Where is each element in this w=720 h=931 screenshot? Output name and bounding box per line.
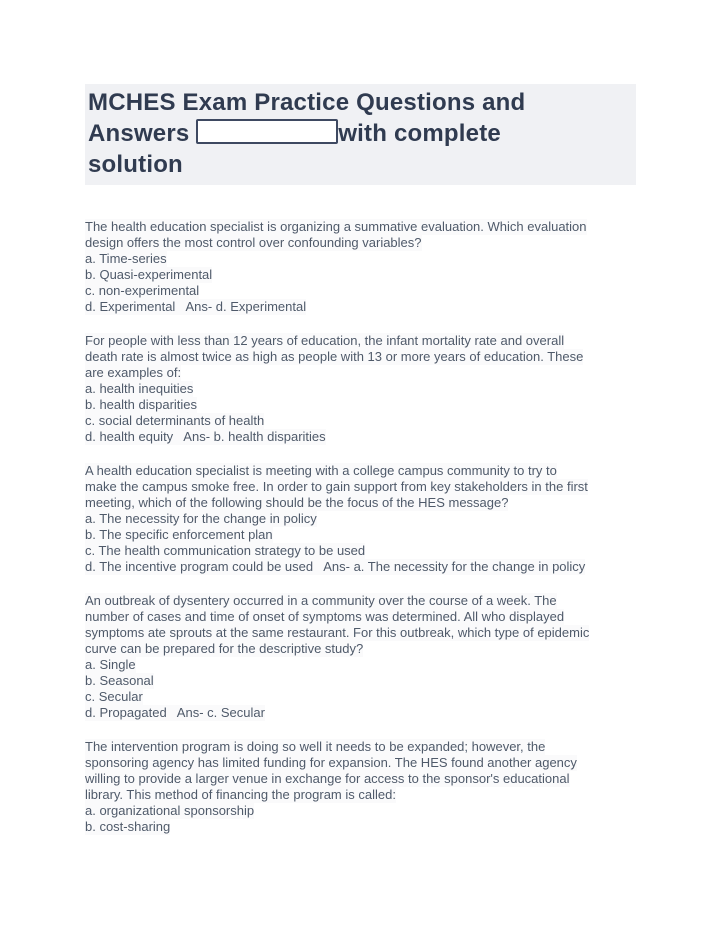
question-4-line-4: curve can be prepared for the descriptive study? [85,641,364,656]
title-line-1: MCHES Exam Practice Questions and [88,89,526,116]
question-1-line-1: The health education specialist is organizing a summative evaluation. Which evaluation [85,219,587,234]
title-line-2 [88,118,630,149]
question-4-line-2: number of cases and time of onset of symptoms was determined. All who displayed [85,609,565,624]
question-1-line-2: design offers the most control over confounding variables? [85,235,422,250]
question-4-option-c: c. Secular [85,689,143,704]
question-1-option-a: a. Time-series [85,251,167,266]
question-4-option-d-answer: d. Propagated Ans- c. Secular [85,705,265,720]
question-2-option-b: b. health disparities [85,397,198,412]
question-4-option-b: b. Seasonal [85,673,154,688]
question-4-line-3: symptoms ate sprouts at the same restaurant. For this outbreak, which type of epidemic [85,625,590,640]
question-1-option-b: b. Quasi-experimental [85,267,213,282]
question-3-option-a: a. The necessity for the change in policy [85,511,317,526]
question-4-line-1: An outbreak of dysentery occurred in a community over the course of a week. The [85,593,557,608]
question-2-option-a: a. health inequities [85,381,194,396]
question-block-1 [85,219,636,315]
question-block-2 [85,333,636,445]
question-5-line-4: library. This method of financing the program is called: [85,787,396,802]
question-5-line-3: willing to provide a larger venue in exchange for access to the sponsor's educational [85,771,570,786]
question-3-line-1: A health education specialist is meeting with a college campus community to try to [85,463,557,478]
question-3-option-b: b. The specific enforcement plan [85,527,273,542]
question-2-option-d-answer: d. health equity Ans- b. health disparities [85,429,326,444]
question-2-option-c: c. social determinants of health [85,413,265,428]
question-5-option-b: b. cost-sharing [85,819,171,834]
question-5-line-2: sponsoring agency has limited funding for expansion. The HES found another agency [85,755,577,770]
question-3-option-d-answer: d. The incentive program could be used Ans- a. The necessity for the change in policy [85,559,586,574]
question-2-line-3: are examples of: [85,365,182,380]
question-1-option-c: c. non-experimental [85,283,200,298]
question-4-option-a: a. Single [85,657,136,672]
title-line-3: solution [88,151,183,178]
question-block-3 [85,463,636,575]
question-5-option-a: a. organizational sponsorship [85,803,255,818]
answer-blank-box [196,119,338,144]
question-2-line-1: For people with less than 12 years of education, the infant mortality rate and overall [85,333,565,348]
title-line-2-prefix: Answers [88,120,197,147]
question-2-line-2: death rate is almost twice as high as people with 13 or more years of education. These [85,349,584,364]
question-3-line-3: meeting, which of the following should be the focus of the HES message? [85,495,509,510]
title-line-2-suffix: with complete [338,120,501,147]
document-title [85,84,636,185]
question-3-line-2: make the campus smoke free. In order to gain support from key stakeholders in the first [85,479,588,494]
question-block-5 [85,739,636,835]
question-block-4 [85,593,636,721]
question-1-option-d-answer: d. Experimental Ans- d. Experimental [85,299,307,314]
question-5-line-1: The intervention program is doing so well it needs to be expanded; however, the [85,739,546,754]
question-3-option-c: c. The health communication strategy to be used [85,543,366,558]
